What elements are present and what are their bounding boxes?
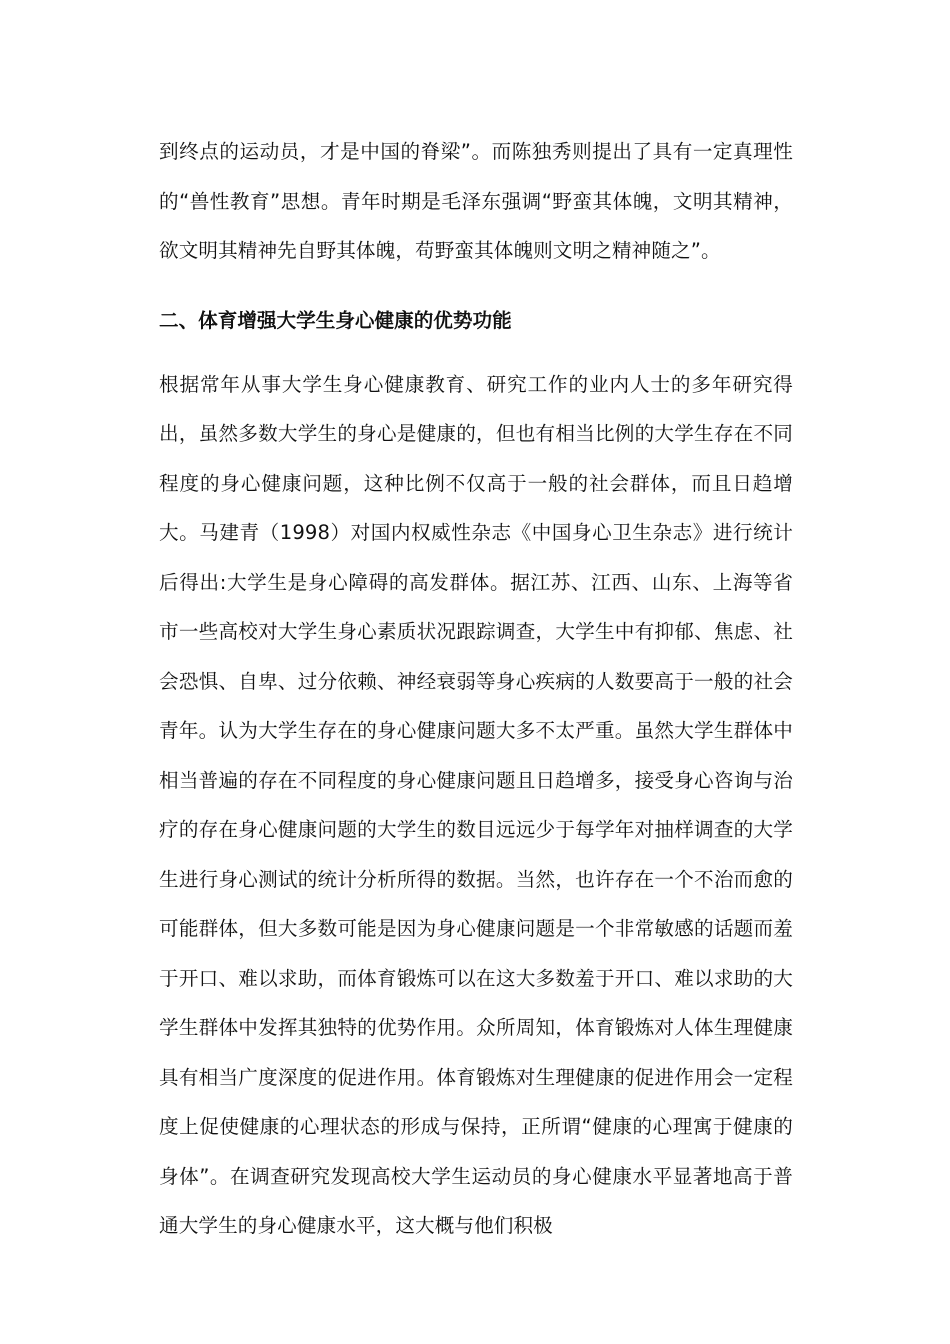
intro-paragraph: 到终点的运动员，才是中国的脊梁”。而陈独秀则提出了具有一定真理性的“兽性教育”思想。青年时期是毛泽东强调“野蛮其体魄，文明其精神，欲文明其精神先自野其体魄，苟野蛮其体魄则文明之精神随之”。 xyxy=(159,140,793,262)
document-page xyxy=(159,127,793,1251)
body-paragraph: 根据常年从事大学生身心健康教育、研究工作的业内人士的多年研究得出，虽然多数大学生的身心是健康的，但也有相当比例的大学生存在不同程度的身心健康问题，这种比例不仅高于一般的社会群体，而且日趋增大。马建青（1998）对国内权威性杂志《中国身心卫生杂志》进行统计后得出:大学生是身心障碍的高发群体。据江苏、江西、山东、上海等省市一些高校对大学生身心素质状况跟踪调查，大学生中有抑郁、焦虑、社会恐惧、自卑、过分依赖、神经衰弱等身心疾病的人数要高于一般的社会青年。认为大学生存在的身心健康问题大多不太严重。虽然大学生群体中相当普遍的存在不同程度的身心健康问题且日趋增多，接受身心咨询与治疗的存在身心健康问题的大学生的数目远远少于每学年对抽样调查的大学生进行身心测试的统计分析所得的数据。当然，也许存在一个不治而愈的可能群体，但大多数可能是因为身心健康问题是一个非常敏感的话题而羞于开口、难以求助，而体育锻炼可以在这大多数羞于开口、难以求助的大学生群体中发挥其独特的优势作用。众所周知，体育锻炼对人体生理健康具有相当广度深度的促进作用。体育锻炼对生理健康的促进作用会一定程度上促使健康的心理状态的形成与保持，正所谓“健康的心理寓于健康的身体”。在调查研究发现高校大学生运动员的身心健康水平显著地高于普通大学生的身心健康水平，这大概与他们积极 xyxy=(159,372,793,1237)
section-heading: 二、体育增强大学生身心健康的优势功能 xyxy=(159,308,512,332)
